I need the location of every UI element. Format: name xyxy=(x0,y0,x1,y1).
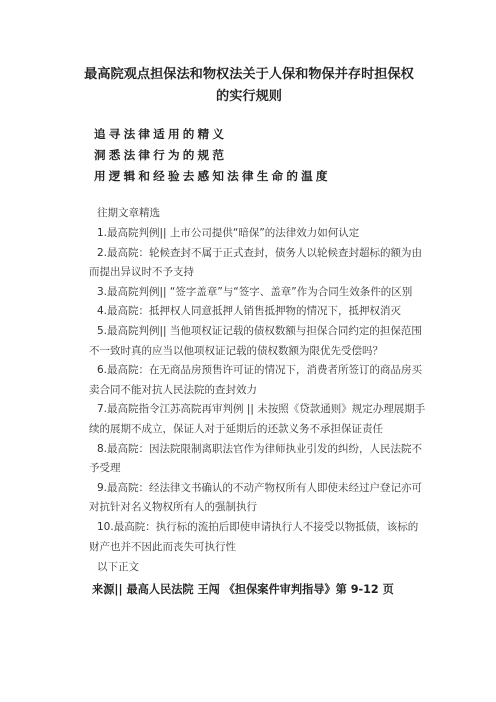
article-link[interactable]: 1.最高院判例|| 上市公司提供“暗保”的法律效力如何认定 xyxy=(97,227,360,239)
past-articles-list xyxy=(89,224,426,557)
motto-line: 用逻辑和经验去感知法律生命的温度 xyxy=(94,169,331,183)
motto-line: 洞悉法律行为的规范 xyxy=(94,148,228,162)
article-link[interactable]: 9.最高院：经法律文书确认的不动产物权所有人即使未经过户登记亦可对抗针对名义物权所有人的强制执行 xyxy=(89,481,423,514)
article-link[interactable]: 6.最高院：在无商品房预售许可证的情况下，消费者所签订的商品房买卖合同不能对抗人民法院的查封效力 xyxy=(89,364,423,396)
motto-line: 追寻法律适用的精义 xyxy=(94,127,228,141)
article-link[interactable]: 5.最高院判例|| 当他项权证记载的债权数额与担保合同约定的担保范围不一致时真的应当以他项权证记载的债权数额为限优先受偿吗？ xyxy=(89,324,422,357)
motto-block xyxy=(94,124,420,187)
article-link[interactable]: 8.最高院：因法院限制离职法官作为律师执业引发的纠纷，人民法院不予受理 xyxy=(89,442,423,475)
article-link[interactable]: 7.最高院指令江苏高院再审判例 || 未按照《贷款通则》规定办理展期手续的展期不成立，保证人对于延期后的还款义务不承担保证责任 xyxy=(89,403,426,435)
document-title: 最高院观点担保法和物权法关于人保和物保并存时担保权的实行规则 xyxy=(84,67,414,104)
past-articles-heading: 往期文章精选 xyxy=(97,207,160,219)
article-link[interactable]: 3.最高院判例|| “签字盖章”与“签字、盖章”作为合同生效条件的区别 xyxy=(97,285,413,298)
body-intro-label: 以下正文 xyxy=(97,561,139,574)
article-link[interactable]: 4.最高院：抵押权人同意抵押人销售抵押物的情况下，抵押权消灭 xyxy=(97,305,402,318)
article-link[interactable]: 2.最高院：轮候查封不属于正式查封，债务人以轮候查封超标的额为由而提出异议时不予支持 xyxy=(89,246,423,279)
source-line: 来源|| 最高人民法院 王闯 《担保案件审判指导》第 9-12 页 xyxy=(92,583,394,597)
article-link[interactable]: 10.最高院：执行标的流拍后即使申请执行人不接受以物抵债，该标的财产也并不因此而丧失可执行性 xyxy=(89,520,419,553)
